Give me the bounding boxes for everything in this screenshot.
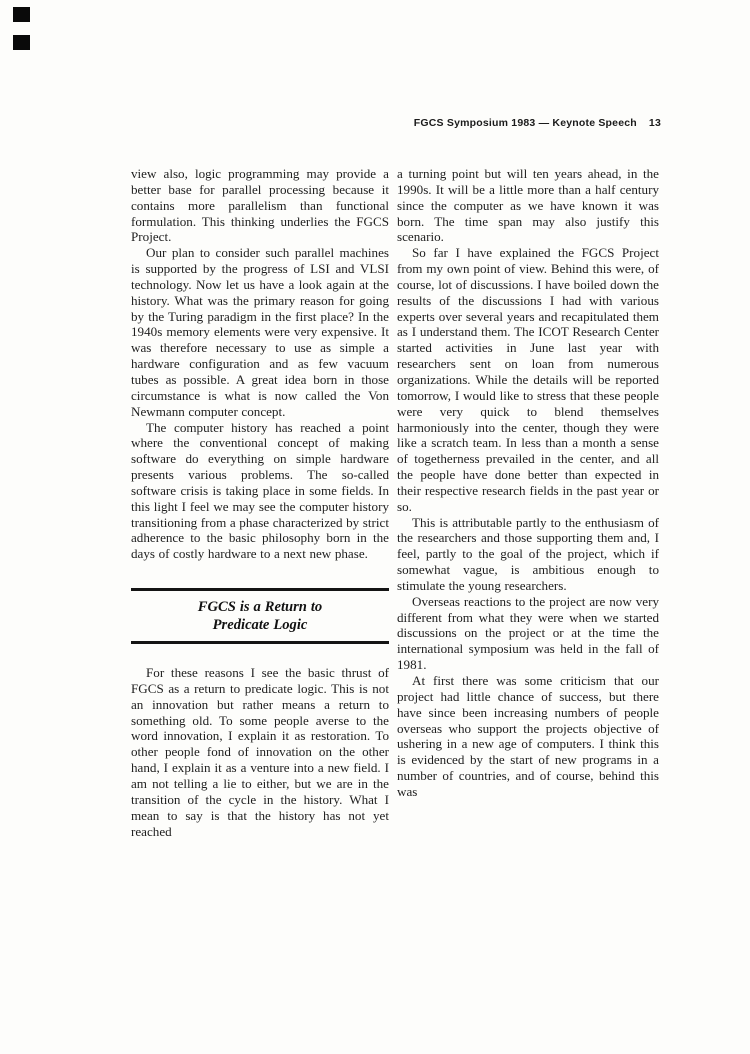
paragraph: Overseas reactions to the project are now very different from what they were when we started discussions on the project or at the time the international symposium was held in the fall of 1981. (397, 593, 659, 673)
paragraph: a turning point but will ten years ahead, in the 1990s. It will be a little more than a half century since the computer as we have known it was born. The time span may also justify this scenario. (397, 166, 659, 245)
section-heading-line2: Predicate Logic (212, 616, 308, 633)
left-column (131, 166, 389, 839)
scan-registration-mark (13, 7, 30, 22)
paragraph: Our plan to consider such parallel machines is supported by the progress of LSI and VLSI technology. Now let us have a look again at the history. What was the primary reason for going by the Turing paradigm in the first place? In the 1940s memory elements were very expensive. It was therefore necessary to use as simple a hardware configuration and as few vacuum tubes as possible. A great idea born in those circumstance is what is now called the Von Newmann computer concept. (131, 245, 389, 419)
left-column-paragraphs (131, 166, 389, 562)
paragraph: view also, logic programming may provide a better base for parallel processing because it contains more parallelism than functional formulation. This thinking underlies the FGCS Project. (131, 166, 389, 245)
paragraph: So far I have explained the FGCS Project from my own point of view. Behind this were, of course, lot of discussions. I have boiled down the results of the discussions I had with various experts over several years and recapitulated them as I understand them. The ICOT Research Center started activities in June last year with researchers sent on loan from numerous organizations. While the details will be reported tomorrow, I would like to stress that these people were very quick to blend themselves harmoniously into the center, though they were like a scratch team. In less than a month a sense of togetherness prevailed in the center, and all the people have done better than expected in their respective research fields in the past year or so. (397, 245, 659, 514)
right-column (397, 166, 659, 800)
paragraph: The computer history has reached a point where the conventional concept of making software do everything on simple hardware presents various problems. The so-called software crisis is taking place in some fields. In this light I feel we may see the computer history transitioning from a phase characterized by strict adherence to the basic philosophy born in the days of costly hardware to a next new phase. (131, 419, 389, 562)
left-column-paragraphs-after-heading (131, 665, 389, 839)
scan-registration-mark (13, 35, 30, 50)
paragraph: At first there was some criticism that our project had little chance of success, but there have since been increasing numbers of people overseas who support the projects objective of ushering in a new age of computers. I think this is evidenced by the start of new programs in a number of countries, and of course, behind this was (397, 673, 659, 799)
paragraph: For these reasons I see the basic thrust of FGCS as a return to predicate logic. This is not an innovation but rather means a return to something old. To some people averse to the word innovation, I explain it as restoration. To other people fond of innovation on the other hand, I explain it as a venture into a new field. I am not telling a lie to either, but we are in the transition of the cycle in the history. What I mean to say is that the history has not yet reached (131, 665, 389, 839)
section-heading (131, 588, 389, 644)
running-header (0, 117, 661, 129)
paragraph: This is attributable partly to the enthusiasm of the researchers and those supporting them and, I feel, partly to the goal of the project, which if somewhat vague, is ambitious enough to stimulate the young researchers. (397, 514, 659, 593)
section-heading-line1: FGCS is a Return to (197, 599, 323, 616)
running-header-title: FGCS Symposium 1983 — Keynote Speech (413, 117, 637, 129)
page-number: 13 (648, 117, 661, 129)
right-column-paragraphs (397, 166, 659, 800)
